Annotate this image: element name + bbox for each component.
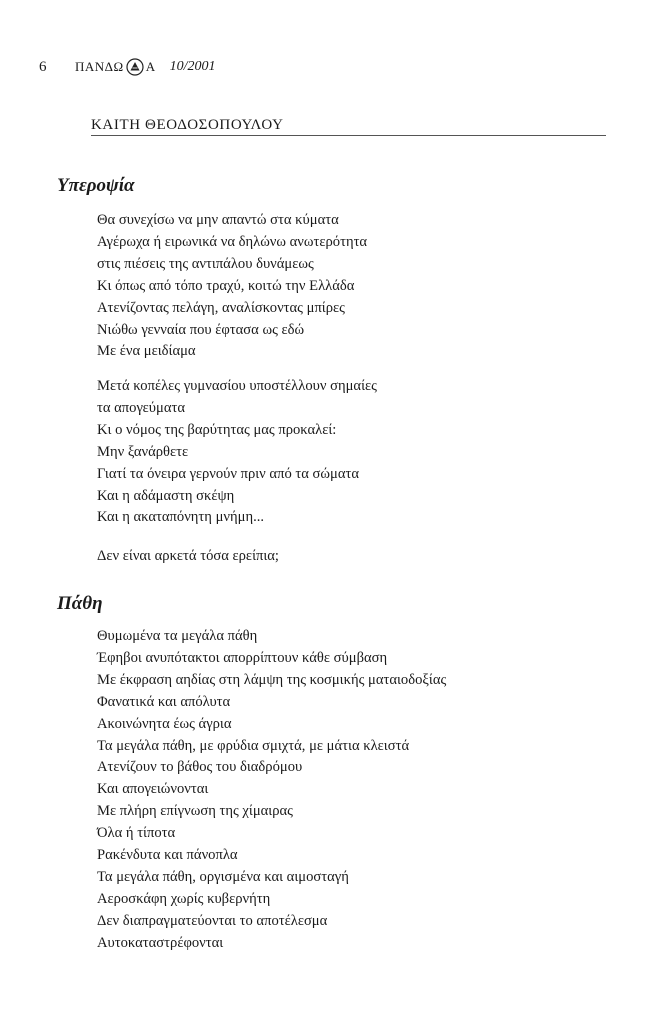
verse-line: Θυμωμένα τα μεγάλα πάθη (97, 628, 258, 644)
verse-line: Με ένα μειδίαμα (97, 343, 196, 360)
magazine-name-right: Α (145, 59, 156, 74)
verse-line: Έφηβοι ανυπότακτοι απορρίπτουν κάθε σύμβαση (97, 649, 388, 666)
poem-stanza (97, 210, 367, 363)
verse-line: Μην ξανάρθετε (97, 443, 189, 460)
verse-line: Και απογειώνονται (97, 781, 209, 798)
verse-line: Νιώθω γενναία που έφτασα ως εδώ (97, 321, 305, 338)
verse-line: Ακοινώνητα έως άγρια (97, 715, 232, 732)
verse-line: Φανατικά και απόλυτα (97, 693, 231, 710)
poem-stanza (97, 626, 446, 955)
magazine-name-left: ΠΑΝΔΩ (75, 59, 124, 74)
verse-line: Με πλήρη επίγνωση της χίμαιρας (97, 803, 293, 820)
author-name: ΚΑΙΤΗ ΘΕΟΔΟΣΟΠΟΥΛΟΥ (91, 117, 284, 133)
verse-line: Ρακένδυτα και πάνοπλα (97, 847, 238, 864)
verse-line: Αυτοκαταστρέφονται (97, 934, 224, 951)
verse-line: Και η ακαταπόνητη μνήμη... (97, 509, 265, 526)
poem-title: Πάθη (57, 593, 103, 614)
issue-date: 10/2001 (169, 59, 216, 74)
verse-line: τα απογεύματα (97, 399, 186, 416)
verse-line: Και η αδάμαστη σκέψη (97, 487, 235, 504)
verse-line: στις πιέσεις της αντιπάλου δυνάμεως (97, 255, 314, 272)
verse-line: Ατενίζοντας πελάγη, αναλίσκοντας μπίρες (97, 299, 345, 316)
lamp-emblem-icon (126, 58, 144, 76)
verse-line: Αγέρωχα ή ειρωνικά να δηλώνω ανωτερότητα (97, 233, 368, 250)
poem-stanza (97, 376, 377, 529)
verse-line: Δεν διαπραγματεύονται το αποτέλεσμα (97, 912, 328, 929)
verse-line: Κι ο νόμος της βαρύτητας μας προκαλεί: (97, 421, 337, 438)
verse-line: Όλα ή τίποτα (97, 825, 176, 842)
verse-line: Με έκφραση αηδίας στη λάμψη της κοσμικής ματαιοδοξίας (97, 671, 447, 688)
page-number: 6 (39, 58, 47, 75)
magazine-logo (75, 58, 156, 76)
verse-line: Δεν είναι αρκετά τόσα ερείπια; (97, 548, 279, 564)
running-header (39, 56, 215, 78)
verse-line: Κι όπως από τόπο τραχύ, κοιτώ την Ελλάδα (97, 277, 355, 294)
verse-line: Αεροσκάφη χωρίς κυβερνήτη (97, 890, 271, 907)
poem-stanza (97, 546, 279, 568)
poem-title: Υπεροψία (57, 175, 135, 196)
verse-line: Τα μεγάλα πάθη, με φρύδια σμιχτά, με μάτια κλειστά (97, 737, 410, 754)
verse-line: Γιατί τα όνειρα γερνούν πριν από τα σώματα (97, 465, 359, 482)
verse-line: Μετά κοπέλες γυμνασίου υποστέλλουν σημαίες (97, 378, 377, 394)
verse-line: Ατενίζουν το βάθος του διαδρόμου (97, 759, 303, 776)
verse-line: Θα συνεχίσω να μην απαντώ στα κύματα (97, 212, 339, 228)
header-divider (91, 135, 606, 136)
verse-line: Τα μεγάλα πάθη, οργισμένα και αιμοσταγή (97, 868, 349, 885)
